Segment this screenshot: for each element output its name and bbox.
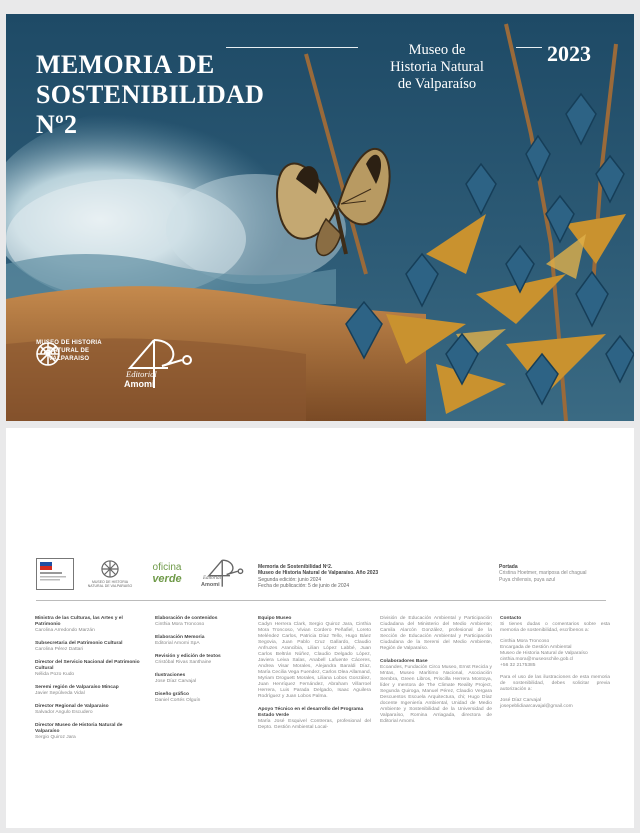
shell-icon bbox=[99, 558, 121, 580]
credit-heading: Seremi región de Valparaíso Mincap bbox=[35, 685, 119, 690]
oficina-text: oficina bbox=[152, 562, 182, 573]
credit-value: Daniel Cortés Olguín bbox=[155, 698, 201, 703]
contact-line: Museo de Historia Natural de Valparaíso bbox=[500, 651, 588, 656]
credit-heading: Director del Servicio Nacional del Patrimonio Cultural bbox=[35, 660, 140, 671]
meta-edition: Segunda edición: junio 2024 bbox=[258, 576, 322, 583]
contact-phone: +56 32 2175385 bbox=[500, 663, 536, 668]
museo-logo bbox=[33, 339, 105, 363]
collaborators-column bbox=[380, 616, 492, 725]
credit-value: Cinthia Mora Troncoso bbox=[155, 622, 205, 627]
meta-publication-date: Fecha de publicación: 5 de junio de 2024 bbox=[258, 583, 350, 590]
cover-credit-heading: Portada bbox=[499, 564, 518, 570]
credit-value: Cristóbal Rivas Santhaine bbox=[155, 660, 212, 665]
cover-title-line: SOSTENIBILIDAD bbox=[36, 80, 265, 109]
credit-value: Editorial Amomi SpA bbox=[155, 641, 200, 646]
museum-team-column bbox=[258, 616, 371, 731]
credit-heading: Equipo Museo bbox=[258, 616, 292, 621]
oficina-verde-logo bbox=[144, 562, 190, 585]
ministerio-logo-icon bbox=[36, 558, 74, 590]
credit-paragraph: División de Educación Ambiental y Participación Ciudadana del Ministerio del Medio Ambiente; Camila Alarcón González, profesional de la Sección de Educación Ambiental y Participación Ciudadana de la Seremi del Medio Ambiente, Región de Valparaíso. bbox=[380, 616, 492, 651]
museo-small-logo bbox=[86, 558, 134, 588]
verde-text: verde bbox=[152, 573, 182, 585]
amomi-small-name: Amomi bbox=[201, 582, 220, 588]
contact-line: José Díaz Carvajal bbox=[500, 698, 542, 703]
cover-year: 2023 bbox=[547, 41, 591, 66]
amomi-small-logo bbox=[201, 558, 249, 590]
credit-heading: Elaboración de contenidos bbox=[155, 616, 218, 621]
contact-column bbox=[500, 616, 610, 710]
credit-value: Salvador Angulo Escudero bbox=[35, 710, 93, 715]
contact-paragraph: Si tienes dudas o comentarios sobre esta memoria de sostenibilidad, escríbenos a: bbox=[500, 622, 610, 633]
credit-value: Carolina Arredondo Marzán bbox=[35, 628, 95, 633]
credit-paragraph: María José Esquivel Contreras, profesional del Depto. Gestión Ambiental Local- bbox=[258, 719, 371, 730]
credit-heading: Colaboradores Base bbox=[380, 659, 428, 664]
cover-rule-left bbox=[226, 47, 358, 48]
shell-icon bbox=[33, 339, 63, 369]
contact-email[interactable]: cinthia.mora@museoschile.gob.cl bbox=[500, 657, 574, 662]
contact-paragraph: Para el uso de las ilustraciones de esta memoria de sostenibilidad, debes solicitar previa autorización a: bbox=[500, 675, 610, 692]
meta-subtitle: Museo de Historia Natural de Valparaíso. Año 2023 bbox=[258, 570, 379, 577]
contact-line: Cinthia Mora Troncoso bbox=[500, 639, 550, 644]
credit-heading: Director Museo de Historia Natural de Valparaíso bbox=[35, 723, 123, 734]
museo-logo-text: NATURAL DE VALPARAISO bbox=[48, 348, 90, 362]
credit-value: Sergio Quiroz Jara bbox=[35, 735, 76, 740]
cover-title-line: MEMORIA DE bbox=[36, 50, 215, 79]
credit-value: Nélida Pozo Kudo bbox=[35, 672, 75, 677]
museo-logo-text: MUSEO DE HISTORIA bbox=[36, 340, 102, 346]
cover-title bbox=[36, 50, 264, 140]
cover-credit-line: Cristina Hoetmer, mariposa del chagual bbox=[499, 570, 587, 577]
production-column bbox=[155, 616, 250, 704]
publication-info bbox=[258, 564, 488, 590]
credit-heading: Elaboración Memoria bbox=[155, 635, 205, 640]
contact-line: Encargada de Gestión Ambiental bbox=[500, 645, 572, 650]
credit-value: Jose Díaz Carvajal bbox=[155, 679, 197, 684]
logos-row bbox=[36, 558, 251, 592]
amomi-logo-editorial: Editorial bbox=[126, 369, 157, 379]
credit-value: Carolina Pérez Dattari bbox=[35, 647, 84, 652]
credit-heading: Apoyo Técnico en el desarrollo del Programa Estado Verde bbox=[258, 707, 364, 718]
cover-museum-line: Historia Natural bbox=[390, 59, 484, 75]
cover-page bbox=[6, 14, 634, 421]
museo-small-logo-text: MUSEO DE HISTORIA NATURAL DE VALPARAISO bbox=[87, 580, 133, 588]
cover-credit-line: Puya chilensis, puya azul bbox=[499, 576, 556, 583]
meta-title: Memoria de Sostenibilidad Nº2. bbox=[258, 564, 333, 570]
credit-heading: Diseño gráfico bbox=[155, 692, 189, 697]
amomi-small-editorial: Editorial bbox=[203, 576, 222, 581]
divider bbox=[36, 600, 606, 601]
cover-title-line: Nº2 bbox=[36, 110, 78, 139]
credit-heading: Revisión y edición de textos bbox=[155, 654, 221, 659]
cover-museum-line: de Valparaíso bbox=[397, 76, 477, 92]
credit-paragraph: Ecoandes, Fundación Circo Museo, Ernst Recicla y Mntas, Museo Marítimo Nacional, Asociación Sembra, Green Libros, Priscilla Herrera Montoya, líder y mentora de The Climate Reality Project, Segunda Quiroga, Manuel Pérez, Claudio Vergara Descuentos Escuela Arquitectura, chi; Hugo Díaz docente Ingeniería Ambiental, Unidad de Medio Ambiente y Sostenibilidad de la Universidad de Valparaíso, Romina Arriagada, directora de Editorial Amomi. bbox=[380, 665, 492, 724]
amomi-logo-name: Amomi bbox=[124, 379, 155, 389]
cover-museum-line: Museo de bbox=[408, 42, 466, 58]
contact-heading: Contacto bbox=[500, 616, 522, 621]
cover-credit bbox=[499, 564, 619, 583]
credits-page bbox=[6, 428, 634, 828]
credit-heading: Ilustraciones bbox=[155, 673, 186, 678]
contact-email[interactable]: josepeblidiaarcavajal@gmail.com bbox=[500, 704, 573, 709]
authorities-column bbox=[35, 616, 143, 741]
cover-rule-right bbox=[516, 47, 542, 48]
credit-heading: Director Regional de Valparaíso bbox=[35, 704, 109, 709]
cover-museum-name bbox=[362, 42, 512, 93]
credit-value: Javier Sepúlveda Vidal bbox=[35, 691, 85, 696]
credit-paragraph: Cadyn Herrera Clark, Sergio Quiroz Jara, Cinthia Mora Troncoso, Vivian Cordero Peñafiel, Loreto Meléndez Carlos, Patricia Díaz Tello, Hugo Báez Segovia, Juan Pablo Cruz Gallardo, Claudio Anfruzes Arancibia, Lilian López Labbé, Juan Carlos Beltrán Núñez, Claudio Delgado López, Javiera Leiva Salas, Anabell Lafuente Cáceres, Andrea Visar Morales, Alejandra Baraldi Díaz, María Cecilia Vega Fuendez, Carlos Olea Allamand, Myriam Droguett Morales, Liliana Lobos González, Juan Henríquez Fernández, Abraham Villarroel Herrera, Luis Parada Delgado, Isaac Aguilera Rodríguez y Juan Lobos Palma. bbox=[258, 622, 371, 699]
credit-heading: Ministra de las Culturas, las Artes y el Patrimonio bbox=[35, 616, 123, 627]
credit-heading: Subsecretaria del Patrimonio Cultural bbox=[35, 641, 123, 646]
